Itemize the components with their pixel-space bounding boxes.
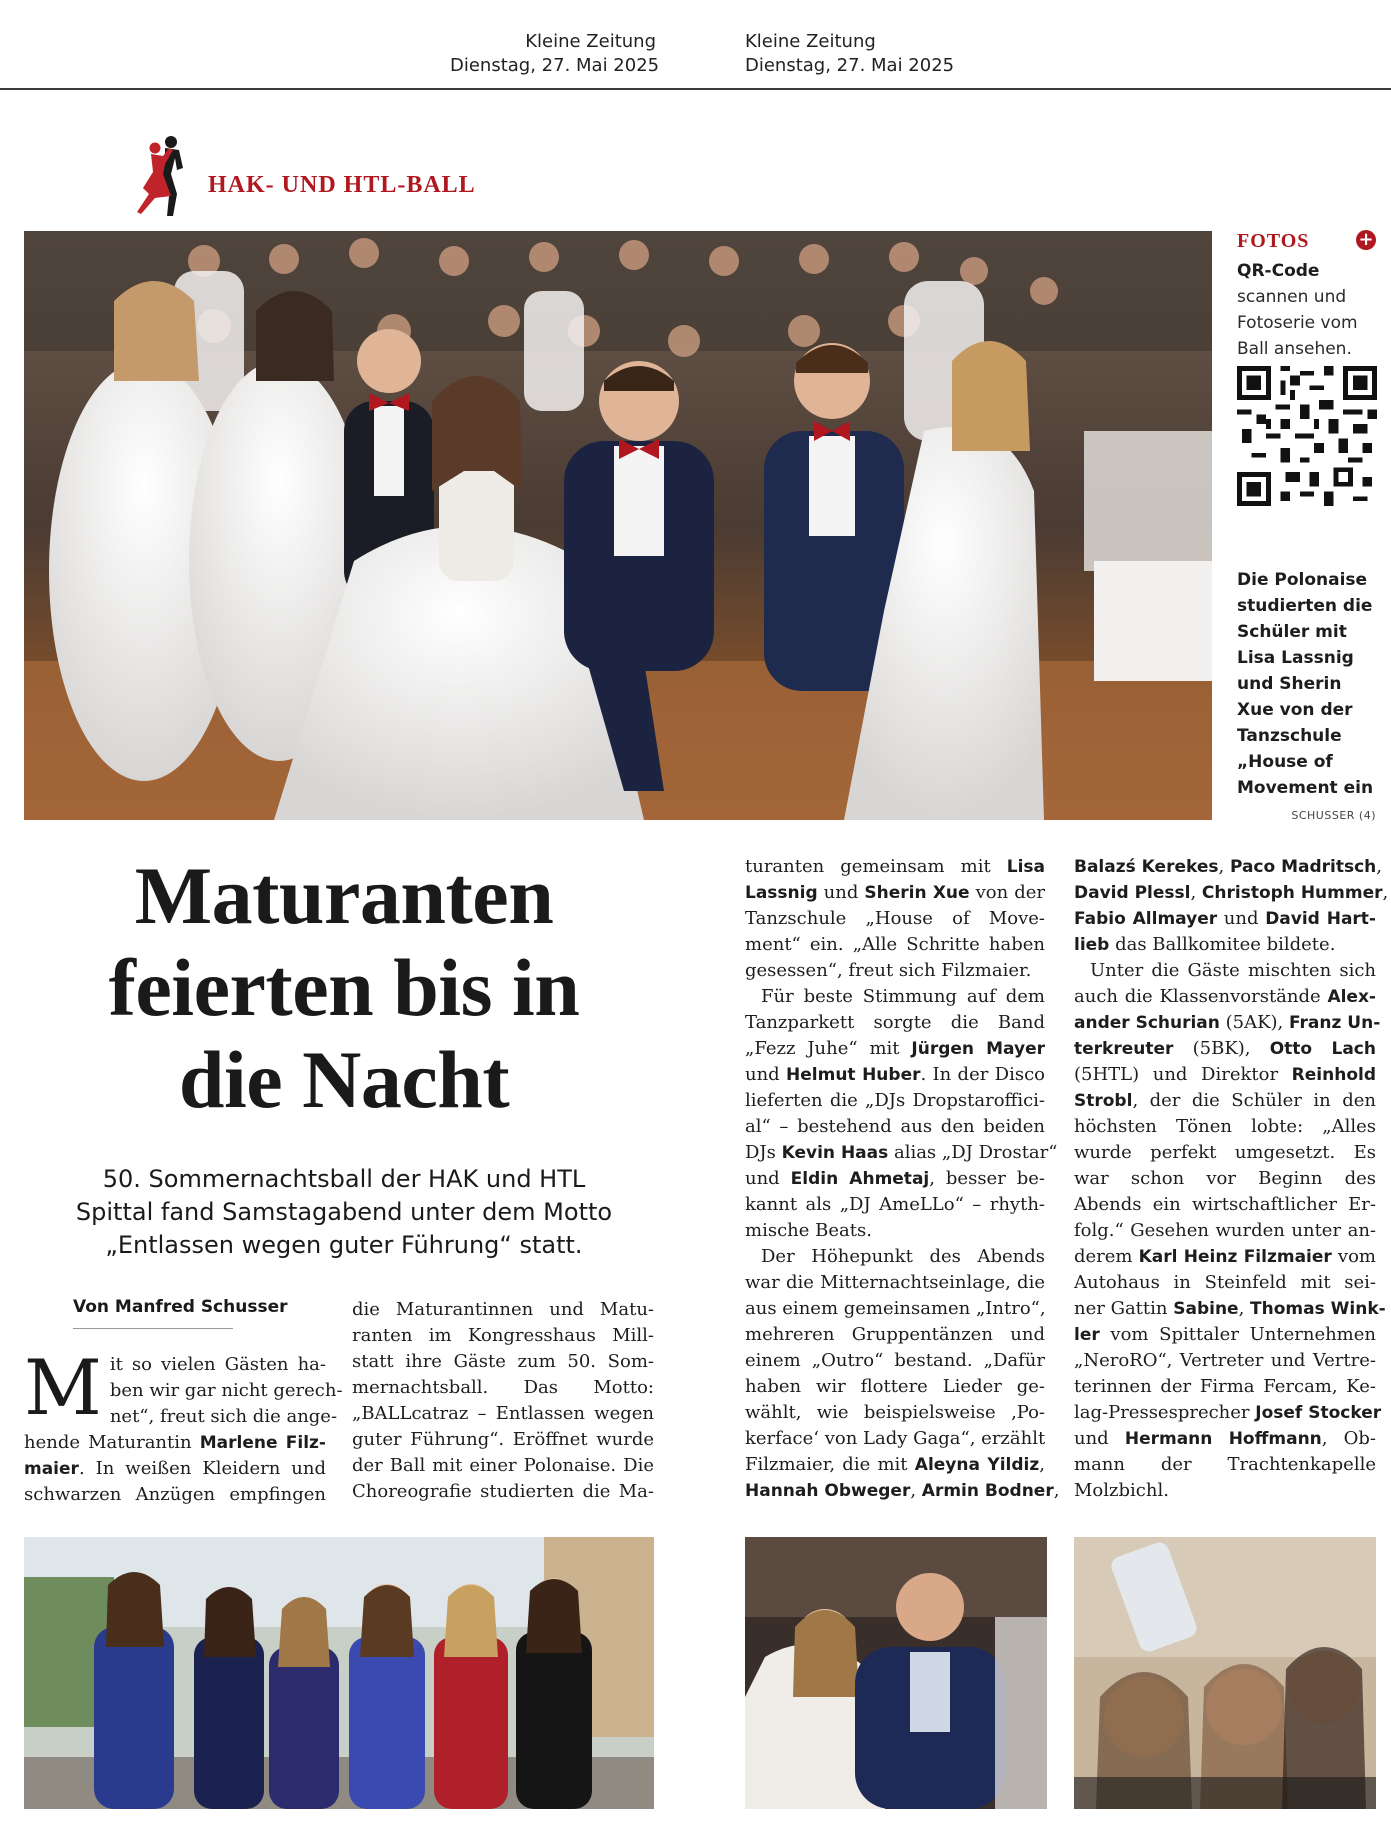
text-line: höchsten Tönen lobte: „Alles — [1074, 1116, 1376, 1137]
text-line: mann der Trachtenkapelle — [1074, 1454, 1376, 1475]
qr-code[interactable] — [1237, 366, 1377, 506]
text-line: „NeroRO“, Vertreter und Vertre- — [1074, 1350, 1376, 1371]
text-line: it so vielen Gästen ha- — [109, 1354, 326, 1375]
text-line: der Ball mit einer Polonaise. Die — [352, 1455, 654, 1476]
text-line: und Hermann Hoffmann, Ob- — [1074, 1428, 1376, 1449]
publication-name: Kleine Zeitung — [745, 31, 876, 52]
text-line: Fabio Allmayer und David Hart- — [1074, 908, 1376, 929]
photo-selfie-women — [1074, 1537, 1376, 1809]
dancing-couple-icon — [135, 134, 195, 218]
article-column-3 — [745, 854, 1060, 1504]
text-line: die Maturantinnen und Matu- — [352, 1299, 654, 1320]
text-line: und Helmut Huber. In der Disco — [745, 1064, 1046, 1085]
text-line: gesessen“, freut sich Filzmaier. — [745, 960, 1032, 981]
byline: Von Manfred Schusser — [73, 1297, 288, 1317]
text-line: Filzmaier, die mit Aleyna Yildiz, — [745, 1454, 1045, 1475]
fotos-label: FOTOS — [1237, 230, 1310, 252]
main-photo-polonaise — [24, 231, 1212, 820]
text-line: haben wir flottere Lieder ge- — [745, 1376, 1045, 1397]
text-line: Balazś Kerekes, Paco Madritsch, — [1074, 856, 1383, 877]
text-line: turanten gemeinsam mit Lisa — [745, 856, 1045, 877]
section-rubric: HAK- UND HTL-BALL — [208, 172, 476, 198]
text-line: kannt als „DJ AmeLLo“ – rhyth- — [745, 1194, 1045, 1215]
header-left — [450, 30, 660, 78]
text-line: ner Gattin Sabine, Thomas Wink- — [1074, 1298, 1386, 1319]
header-right — [745, 30, 1005, 78]
text-line: Für beste Stimmung auf dem — [761, 986, 1045, 1007]
text-line: „Fezz Juhe“ mit Jürgen Mayer — [745, 1038, 1045, 1059]
text-line: ander Schurian (5AK), Franz Un- — [1074, 1012, 1381, 1033]
publication-name: Kleine Zeitung — [525, 31, 656, 52]
text-line: ben wir gar nicht gerech- — [109, 1380, 343, 1401]
text-line: Strobl, der die Schüler in den — [1074, 1090, 1376, 1111]
text-line: (5HTL) und Direktor Reinhold — [1074, 1064, 1376, 1085]
text-line: folg.“ Gesehen wurden unter an- — [1074, 1220, 1376, 1241]
issue-date: Dienstag, 27. Mai 2025 — [745, 55, 955, 76]
text-line: terkreuter (5BK), Otto Lach — [1074, 1038, 1376, 1059]
text-line: Lassnig und Sherin Xue von der — [745, 882, 1045, 903]
qr-title: QR-Code — [1237, 261, 1320, 281]
text-line: net“, freut sich die ange- — [109, 1406, 338, 1427]
text-line: war die Mitternachtseinlage, die — [745, 1272, 1045, 1293]
text-line: Hannah Obweger, Armin Bodner, — [745, 1480, 1060, 1501]
text-line: terinnen der Firma Fercam, Ke- — [1074, 1376, 1376, 1397]
text-line: aus einem gemeinsamen „Intro“, — [745, 1298, 1046, 1319]
text-line: Der Höhepunkt des Abends — [761, 1246, 1045, 1267]
text-line: Tanzparkett sorgte die Band — [745, 1012, 1045, 1033]
text-line: maier. In weißen Kleidern und — [24, 1458, 326, 1479]
qr-instructions: scannen und Fotoserie vom Ball ansehen. — [1237, 287, 1358, 359]
text-line: ler vom Spittaler Unternehmen — [1074, 1324, 1376, 1345]
text-line: kerface‘ von Lady Gaga“, erzählt — [745, 1428, 1046, 1449]
text-line: Abends ein wirtschaftlicher Er- — [1074, 1194, 1376, 1215]
article-column-1 — [24, 1343, 343, 1508]
text-line: mische Beats. — [745, 1220, 872, 1241]
text-line: Molzbichl. — [1074, 1480, 1169, 1501]
text-line: mehreren Gruppentänzen und — [745, 1324, 1045, 1345]
text-line: Tanzschule „House of Move- — [745, 908, 1045, 929]
text-line: guter Führung“. Eröffnet wurde — [352, 1429, 654, 1450]
text-line: David Plessl, Christoph Hummer, — [1074, 882, 1389, 903]
photo-man-with-maturantin — [745, 1537, 1047, 1809]
text-line: al“ – bestehend aus den beiden — [745, 1116, 1045, 1137]
text-line: lieb das Ballkomitee bildete. — [1074, 934, 1336, 955]
text-line: DJs Kevin Haas alias „DJ Drostar“ — [745, 1142, 1058, 1163]
text-line: war schon vor Beginn des — [1074, 1168, 1376, 1189]
text-line: auch die Klassenvorstände Alex- — [1074, 986, 1376, 1007]
photo-caption: Die Polonaise studierten die Schüler mit Lisa Lassnig und Sherin Xue von der Tanzschule „House of Movement ein — [1237, 570, 1374, 798]
headline: Maturanten feierten bis in die Nacht — [108, 850, 580, 1125]
text-line: Choreografie studierten die Ma- — [352, 1481, 654, 1502]
text-line: lag-Pressesprecher Josef Stocker — [1074, 1402, 1382, 1423]
text-line: statt ihre Gäste zum 50. Som- — [352, 1351, 654, 1372]
text-line: lieferten die „DJs Dropstaroffici- — [745, 1090, 1045, 1111]
text-line: schwarzen Anzügen empfingen — [24, 1484, 326, 1505]
text-line: Autohaus in Steinfeld mit sei- — [1074, 1272, 1376, 1293]
article-column-2 — [352, 1297, 654, 1505]
text-line: und Eldin Ahmetaj, besser be- — [745, 1168, 1045, 1189]
issue-date: Dienstag, 27. Mai 2025 — [450, 55, 660, 76]
byline-divider — [73, 1328, 233, 1329]
text-line: mernachtsball. Das Motto: — [352, 1377, 654, 1398]
text-line: wurde perfekt umgesetzt. Es — [1074, 1142, 1376, 1163]
text-line: derem Karl Heinz Filzmaier vom — [1074, 1246, 1376, 1267]
article-column-4 — [1074, 854, 1389, 1504]
text-line: „BALLcatraz – Entlassen wegen — [352, 1403, 654, 1424]
text-line: hende Maturantin Marlene Filz- — [24, 1432, 326, 1453]
subheadline: 50. Sommernachtsball der HAK und HTL Spittal fand Samstagabend unter dem Motto „Entlassen wegen guter Führung“ statt. — [75, 1165, 613, 1259]
plus-icon: + — [1356, 230, 1376, 250]
text-line: wählt, wie beispielsweise ‚Po- — [745, 1402, 1045, 1423]
drop-cap: M — [24, 1343, 102, 1432]
text-line: ment“ ein. „Alle Schritte haben — [745, 934, 1045, 955]
text-line: Unter die Gäste mischten sich — [1090, 960, 1376, 981]
text-line: ranten im Kongresshaus Mill- — [352, 1325, 654, 1346]
text-line: einem „Outro“ bestand. „Dafür — [745, 1350, 1045, 1371]
photo-group-of-girls — [24, 1537, 654, 1809]
header-divider — [0, 88, 1391, 90]
photo-credit: SCHUSSER (4) — [1291, 809, 1376, 822]
